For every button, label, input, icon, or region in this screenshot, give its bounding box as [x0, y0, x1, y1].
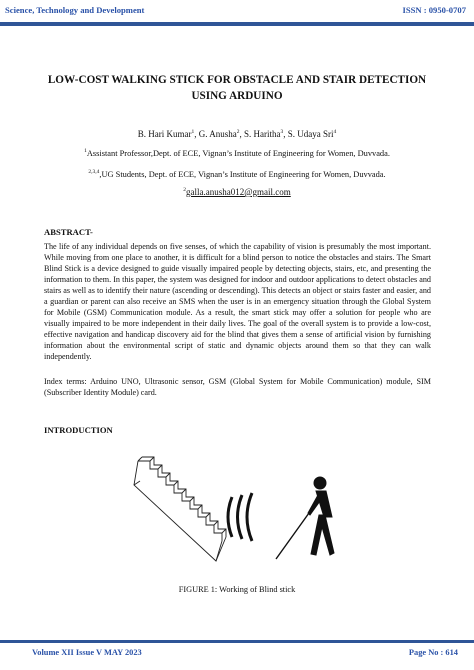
author-list: B. Hari Kumar$^1$, G. Anusha$^2$, S. Haritha$^3$, S. Udaya Sri$^4$ [137, 129, 337, 139]
introduction-heading: INTRODUCTION [44, 425, 113, 435]
author-4: S. Udaya Sri [287, 129, 334, 139]
footer-rule [0, 640, 474, 643]
figure-caption: FIGURE 1: Working of Blind stick [178, 585, 296, 594]
contact-email [20, 187, 454, 197]
email-link[interactable]: galla.anusha012@gmail.com [185, 187, 291, 197]
blind-person-icon [276, 477, 334, 559]
affiliation-2-sup: 2,3,4 [88, 169, 100, 176]
page-number: Page No : 614 [408, 648, 458, 657]
affiliation-1-sup: 1 [84, 148, 87, 155]
abstract-heading: ABSTRACT- [44, 227, 93, 237]
index-terms: Index terms: Arduino UNO, Ultrasonic sensor, GSM (Global System for Mobile Communication) module, SIM (Subscriber Identity Module) card. [44, 377, 431, 398]
staircase-illustration [134, 457, 226, 561]
affiliation-2-text: ,UG Students, Dept. of ECE, Vignan’s Institute of Engineering for Women, Duvvada. [99, 170, 386, 179]
affiliation-2 [20, 170, 454, 179]
abstract-body: The life of any individual depends on five senses, of which the capability of vision is presumably the most important. While moving from one place to another, it is difficult for a blind person to notice the obstacles and stairs. The Smart Blind Stick is a device designed to guide visually impaired people by detecting objects, stairs, etc, and presenting the information to them. In this paper, the system was designed for indoor and outdoor applications to detect obstacles and stairs as well as to identify their nature (ascending or descending). This detects an object or stairs faster and easier, and a guardian or parent can also receive an SMS when the user is in an emergency situation through the Global System for Mobile (GSM) Communication module. As a result, the smart stick may offer a solution for people who are visually impaired to be more independent in their daily lives. The goal of the overall system is to provide a low-cost, effective navigation and handicap discovery aid for the blind that gives them a sense of artificial vision by furnishing information about the environmental script of static and dynamic objects around them so that they can walk independently. [44, 242, 431, 362]
issn-label: ISSN : 0950-0707 [402, 5, 466, 15]
header-rule [0, 22, 474, 26]
affiliation-1 [20, 149, 454, 158]
affiliation-1-text: Assistant Professor,Dept. of ECE, Vignan’s Institute of Engineering for Women, Duvvada. [86, 149, 390, 158]
author-2: G. Anusha [198, 129, 237, 139]
author-3: S. Haritha [244, 129, 281, 139]
author-1-sup: 1 [191, 129, 195, 135]
author-3-sup: 3 [280, 129, 284, 135]
journal-name: Science, Technology and Development [5, 5, 145, 15]
ultrasonic-wave-icon [228, 493, 252, 541]
email-sup: 2 [183, 187, 186, 193]
author-2-sup: 2 [236, 129, 240, 135]
author-4-sup: 4 [333, 129, 337, 135]
journal-header [0, 0, 474, 22]
blind-stick-figure [120, 455, 420, 575]
author-1: B. Hari Kumar [137, 129, 192, 139]
paper-title: LOW-COST WALKING STICK FOR OBSTACLE AND STAIR DETECTION USING ARDUINO [47, 74, 427, 102]
issue-label: Volume XII Issue V MAY 2023 [32, 648, 142, 657]
